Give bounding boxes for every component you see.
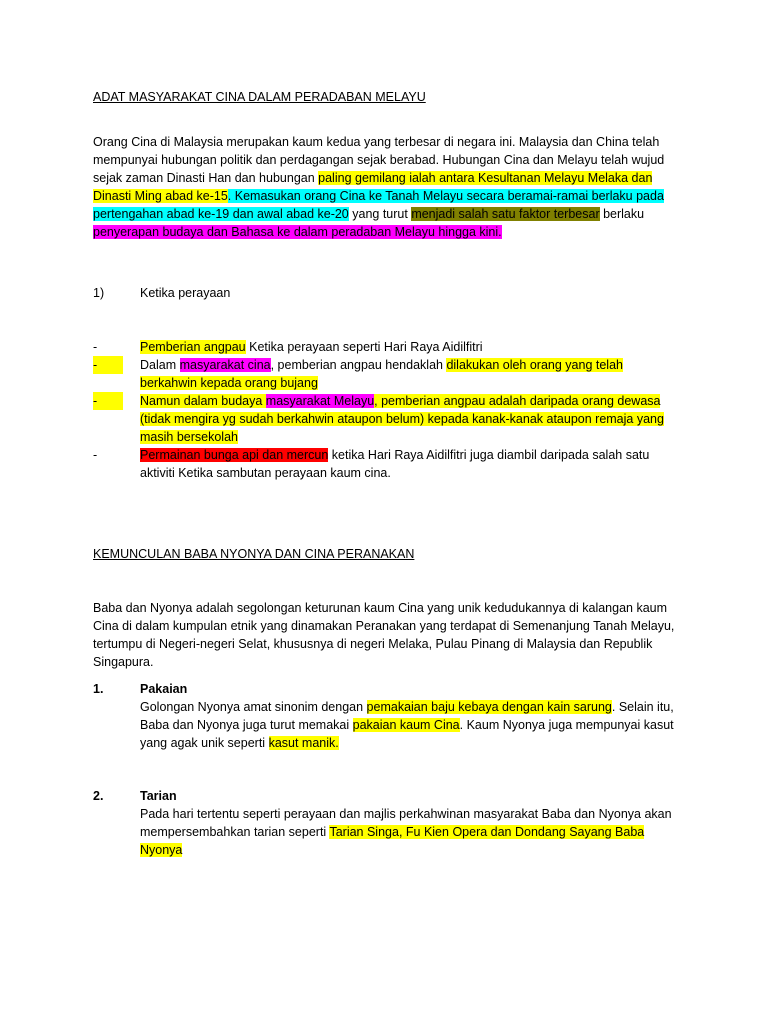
title-baba-nyonya: KEMUNCULAN BABA NYONYA DAN CINA PERANAKAN	[93, 547, 415, 561]
section-pakaian	[93, 680, 675, 752]
intro-paragraph	[93, 133, 675, 241]
intro-text-3: berlaku	[599, 207, 645, 221]
bullet-list	[93, 338, 675, 482]
bullet-text: Namun dalam budaya	[140, 394, 266, 408]
highlight-kesultanan: paling gemilang ialah antara Kesultanan Melayu Melaka dan Dinasti Ming abad ke-15	[93, 171, 653, 203]
bullet-marker: -	[93, 356, 123, 374]
bullet-item-masyarakat-melayu	[93, 392, 675, 446]
section-heading: Pakaian	[140, 682, 188, 696]
bullet-text: , pemberian angpau hendaklah	[270, 358, 447, 372]
highlight-penyerapan: penyerapan budaya dan Bahasa ke dalam peradaban Melayu hingga kini.	[93, 225, 502, 239]
title-adat-masyarakat: ADAT MASYARAKAT CINA DALAM PERADABAN MELAYU	[93, 90, 426, 104]
section-text: Golongan Nyonya amat sinonim dengan	[140, 700, 367, 714]
bullet-text: ketika Hari Raya Aidilfitri juga diambil daripada salah satu aktiviti Ketika sambutan perayaan kaum cina.	[140, 448, 650, 480]
highlight-faktor: menjadi salah satu faktor terbesar	[411, 207, 600, 221]
highlight-tarian-singa: Tarian Singa, Fu Kien Opera dan Dondang Sayang Baba Nyonya	[140, 825, 645, 857]
list-marker: 1)	[93, 286, 105, 300]
section-body	[93, 805, 675, 859]
section-text: Pada hari tertentu seperti perayaan dan majlis perkahwinan masyarakat Baba dan Nyonya akan mempersembahkan tarian seperti	[140, 807, 672, 839]
intro-text-2: yang turut	[348, 207, 412, 221]
section-number: 1.	[93, 682, 104, 696]
bullet-item-masyarakat-cina	[93, 356, 675, 392]
section-tarian	[93, 787, 675, 859]
bullet-text: Ketika perayaan seperti Hari Raya Aidilfitri	[245, 340, 483, 354]
baba-nyonya-paragraph: Baba dan Nyonya adalah segolongan keturunan kaum Cina yang unik kedudukannya di kalangan kaum Cina di dalam kumpulan etnik yang dinamakan Peranakan yang terdapat di Semenanjung Tanah Melayu, tertumpu di Negeri-negeri Selat, khususnya di negeri Melaka, Pulau Pinang di Malaysia dan Republik Singapura.	[93, 601, 675, 669]
highlight-pemberian-angpau: Pemberian angpau	[140, 340, 246, 354]
section-heading: Tarian	[140, 789, 177, 803]
list-label: Ketika perayaan	[140, 286, 231, 300]
highlight-bunga-api: Permainan bunga api dan mercun	[140, 448, 329, 462]
section-text: . Kaum Nyonya juga mempunyai kasut yang agak unik seperti	[140, 718, 674, 750]
bullet-text: Dalam	[140, 358, 180, 372]
highlight-kemasukan: . Kemasukan orang Cina ke Tanah Melayu secara beramai-ramai berlaku pada pertengahan abad ke-19 dan awal abad ke-20	[93, 189, 664, 221]
highlight-kasut-manik: kasut manik.	[268, 736, 339, 750]
bullet-marker: -	[93, 340, 98, 354]
highlight-baju-kebaya: pemakaian baju kebaya dengan kain sarung	[366, 700, 612, 714]
section-number: 2.	[93, 789, 104, 803]
bullet-item-bunga-api	[93, 446, 675, 482]
section-text: . Selain itu, Baba dan Nyonya juga turut memakai	[140, 700, 674, 732]
highlight-dilakukan: dilakukan oleh orang yang telah berkahwin kepada orang bujang	[140, 358, 623, 390]
bullet-item-angpau	[93, 338, 675, 356]
highlight-masyarakat-cina: masyarakat cina	[179, 358, 271, 372]
highlight-masyarakat-melayu: masyarakat Melayu	[265, 394, 375, 408]
list-item-ketika-perayaan	[93, 284, 675, 302]
highlight-pakaian-cina: pakaian kaum Cina	[352, 718, 460, 732]
section-body	[93, 698, 675, 752]
bullet-marker: -	[93, 448, 98, 462]
highlight-pemberian-dewasa: , pemberian angpau adalah daripada orang dewasa (tidak mengira yg sudah berkahwin ataupon belum) kepada kanak-kanak ataupon remaja yang masih bersekolah	[140, 394, 664, 444]
intro-text-1: Orang Cina di Malaysia merupakan kaum kedua yang terbesar di negara ini. Malaysia dan China telah mempunyai hubungan politik dan perdagangan sejak berabad. Hubungan Cina dan Melayu telah wujud sejak zaman Dinasti Han dan hubungan	[93, 135, 665, 185]
bullet-marker: -	[93, 392, 123, 410]
